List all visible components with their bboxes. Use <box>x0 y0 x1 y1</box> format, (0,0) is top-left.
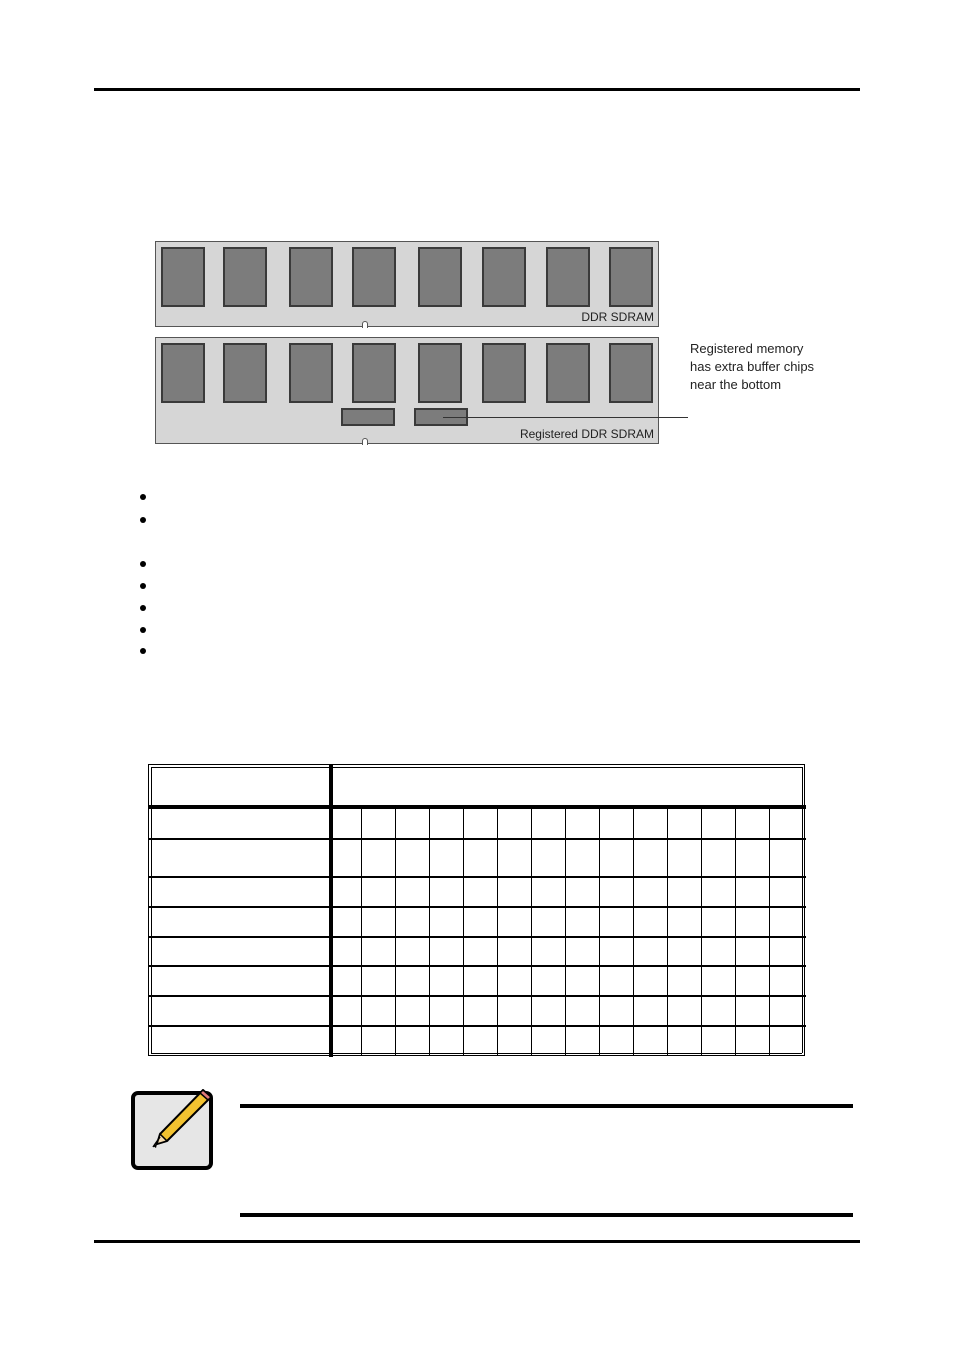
memory-chip <box>352 343 396 403</box>
memory-chip <box>609 343 653 403</box>
module-notch <box>362 438 368 445</box>
footer-rule <box>94 1240 860 1243</box>
memory-chip <box>546 247 590 307</box>
bullet-marker <box>140 627 146 633</box>
table-header-separator <box>149 805 806 809</box>
table-inner-border <box>802 767 803 1053</box>
table-row-line <box>149 906 806 908</box>
memory-chip <box>418 343 462 403</box>
callout-text: Registered memory has extra buffer chips near the bottom <box>690 341 815 392</box>
spec-table <box>148 764 805 1056</box>
memory-chip <box>546 343 590 403</box>
ddr-sdram-module <box>155 241 659 327</box>
table-inner-border <box>151 1053 802 1054</box>
ddr-sdram-label: DDR SDRAM <box>581 310 654 324</box>
table-column-line <box>701 809 702 1055</box>
table-column-line <box>395 809 396 1055</box>
table-column-line <box>735 809 736 1055</box>
table-row-line <box>149 1025 806 1027</box>
memory-chip <box>223 343 267 403</box>
memory-chip <box>161 343 205 403</box>
module-notch <box>362 321 368 328</box>
memory-chip <box>482 343 526 403</box>
memory-chip <box>609 247 653 307</box>
buffer-chip <box>341 408 395 426</box>
memory-chip <box>418 247 462 307</box>
pencil-note-icon <box>131 1089 213 1170</box>
table-row-line <box>149 838 806 840</box>
table-column-line <box>633 809 634 1055</box>
table-column-line <box>769 809 770 1055</box>
table-column-line <box>463 809 464 1055</box>
bullet-marker <box>140 494 146 500</box>
bullet-marker <box>140 648 146 654</box>
memory-chip <box>482 247 526 307</box>
memory-chip <box>289 247 333 307</box>
note-top-rule <box>240 1104 853 1108</box>
table-row-line <box>149 936 806 938</box>
registered-ddr-sdram-module <box>155 337 659 444</box>
bullet-marker <box>140 561 146 567</box>
bullet-marker <box>140 517 146 523</box>
table-row-line <box>149 995 806 997</box>
table-column-line <box>565 809 566 1055</box>
table-inner-border <box>151 767 802 768</box>
header-rule <box>94 88 860 91</box>
table-column-line <box>361 809 362 1055</box>
note-bottom-rule <box>240 1213 853 1217</box>
table-row-line <box>149 965 806 967</box>
memory-chip <box>352 247 396 307</box>
registered-ddr-sdram-label: Registered DDR SDRAM <box>519 427 654 441</box>
table-row-line <box>149 876 806 878</box>
table-column-line <box>667 809 668 1055</box>
memory-chip <box>289 343 333 403</box>
bullet-marker <box>140 605 146 611</box>
callout-leader-line <box>443 417 688 418</box>
table-column-line <box>497 809 498 1055</box>
memory-chip <box>161 247 205 307</box>
bullet-marker <box>140 583 146 589</box>
table-inner-border <box>151 767 152 1053</box>
table-column-line <box>599 809 600 1055</box>
table-column-line <box>531 809 532 1055</box>
memory-chip <box>223 247 267 307</box>
table-label-column-separator <box>329 765 333 1057</box>
table-column-line <box>429 809 430 1055</box>
